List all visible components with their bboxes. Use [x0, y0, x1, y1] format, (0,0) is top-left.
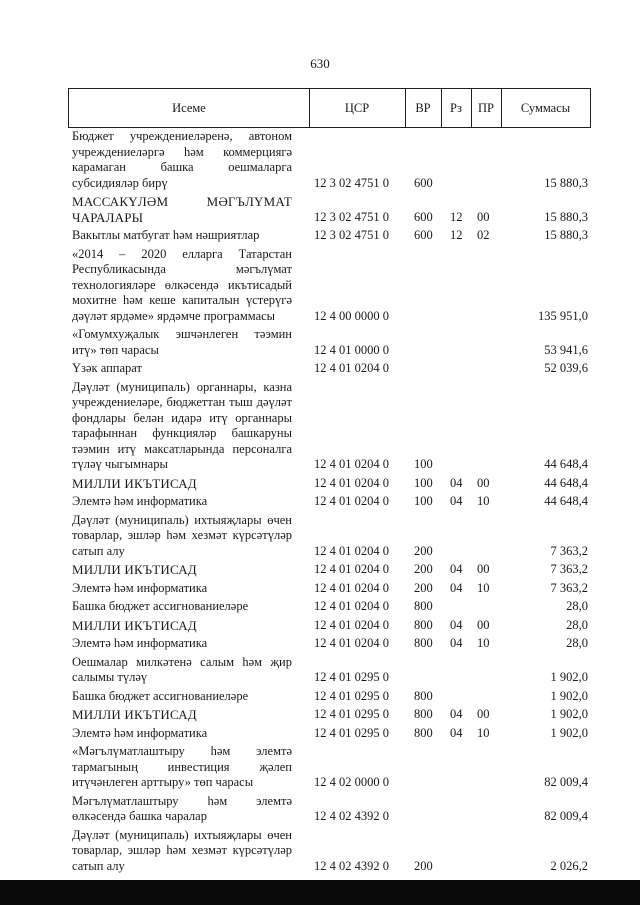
row-csr: 12 4 02 4392 0: [314, 809, 389, 823]
row-name: [72, 327, 292, 358]
table-row: [0, 247, 640, 328]
row-name-line: Оешмалар милкәтенә салым һәм җир: [72, 654, 292, 669]
row-name-line: товарлар, эшләр һәм хезмәт күрсәтүләр: [72, 843, 292, 857]
scan-border: [0, 880, 640, 905]
row-name-line: карамаган башка оешмаларга: [72, 160, 292, 174]
row-name: [72, 618, 292, 634]
row-rz: 04: [450, 636, 463, 650]
row-sum: 44 648,4: [544, 457, 588, 471]
row-name-line: тәэмин итү максатларында персоналга: [72, 441, 292, 456]
row-vr: 800: [414, 599, 433, 613]
row-name: [72, 744, 292, 791]
row-vr: 200: [414, 543, 433, 558]
row-rz: 04: [450, 617, 463, 632]
row-name-line: түләү чыгымнары: [72, 457, 168, 471]
row-rz: 12: [450, 209, 463, 224]
row-name-line: итүчәнлеген арттыру» төп чарасы: [72, 775, 254, 789]
row-name-line: Үзәк аппарат: [72, 361, 142, 375]
row-sum: 135 951,0: [538, 308, 588, 323]
row-sum: 7 363,2: [550, 562, 588, 576]
row-vr: 100: [414, 457, 433, 471]
row-name-line: Бюджет учреждениеләренә, автоном: [72, 129, 292, 143]
row-csr: 12 4 01 0204 0: [314, 457, 389, 471]
row-name-line: «2014 – 2020 елларга Татарстан: [72, 246, 292, 261]
row-vr: 800: [414, 707, 433, 721]
row-name-line: сатып алу: [72, 543, 125, 558]
row-name-line: «Мәгълүматлаштыру һәм элемтә: [72, 744, 292, 758]
row-sum: 44 648,4: [544, 475, 588, 490]
row-rz: 04: [450, 562, 463, 576]
row-name-line: учреждениеләргә һәм коммерциягә: [72, 144, 292, 159]
row-pr: 10: [477, 725, 490, 740]
row-pr: 02: [477, 228, 490, 242]
table-row: [0, 129, 640, 194]
row-sum: 15 880,3: [544, 228, 588, 242]
row-vr: 600: [414, 228, 433, 242]
row-sum: 15 880,3: [544, 209, 588, 224]
row-csr: 12 4 01 0295 0: [314, 688, 389, 703]
row-csr: 12 4 01 0295 0: [314, 670, 389, 684]
row-pr: 00: [477, 209, 490, 224]
row-name-line: МИЛЛИ ИКЪТИСАД: [72, 475, 197, 491]
row-name-line: Дәүләт (муниципаль) органнары, казна: [72, 379, 292, 394]
row-name: [72, 828, 292, 875]
row-sum: 52 039,6: [544, 361, 588, 375]
row-csr: 12 4 01 0204 0: [314, 580, 389, 595]
row-csr: 12 3 02 4751 0: [314, 175, 389, 190]
row-name-line: МИЛЛИ ИКЪТИСАД: [72, 562, 197, 577]
row-name-line: Мәгълүматлаштыру һәм элемтә: [72, 793, 292, 808]
row-csr: 12 4 01 0295 0: [314, 725, 389, 740]
row-csr: 12 3 02 4751 0: [314, 228, 389, 242]
row-pr: 10: [477, 636, 490, 650]
row-name: [72, 794, 292, 825]
row-name: [72, 476, 292, 492]
row-name: [72, 636, 292, 652]
row-name-line: Башка бюджет ассигнованиеләре: [72, 599, 249, 613]
row-pr: 00: [477, 475, 490, 490]
row-rz: 12: [450, 228, 463, 242]
row-sum: 28,0: [566, 617, 588, 632]
row-csr: 12 4 01 0204 0: [314, 599, 389, 613]
row-vr: 200: [414, 580, 433, 595]
row-name-line: учреждениеләре, бюджеттан тыш дәүләт: [72, 395, 292, 409]
row-name-line: Дәүләт (муниципаль) ихтыяҗлары өчен: [72, 512, 292, 527]
row-sum: 53 941,6: [544, 342, 588, 357]
row-name-line: мохитне һәм кеше капиталын үстерүгә: [72, 293, 292, 307]
table-row: [0, 618, 640, 637]
row-csr: 12 4 01 0204 0: [314, 475, 389, 490]
row-name-line: сатып алу: [72, 858, 125, 873]
table-row: [0, 636, 640, 655]
row-sum: 44 648,4: [544, 494, 588, 508]
row-name-line: технологияләре өлкәсендә икътисадый: [72, 277, 292, 292]
row-name-line: МАССАКҮЛӘМ МӘГЪЛҮМАТ: [72, 194, 292, 209]
table-row: [0, 562, 640, 581]
table-row: [0, 828, 640, 878]
table-row: [0, 361, 640, 380]
page-number: 630: [310, 56, 330, 71]
row-name-line: МИЛЛИ ИКЪТИСАД: [72, 617, 197, 633]
row-rz: 04: [450, 494, 463, 508]
row-name: [72, 194, 292, 225]
row-vr: 800: [414, 617, 433, 632]
row-name-line: салымы түләү: [72, 670, 148, 684]
row-sum: 82 009,4: [544, 775, 588, 789]
row-name: [72, 380, 292, 473]
table-row: [0, 744, 640, 794]
row-csr: 12 4 02 4392 0: [314, 858, 389, 873]
row-name: [72, 707, 292, 723]
row-pr: 10: [477, 580, 490, 595]
row-vr: 800: [414, 688, 433, 703]
row-name-line: ЧАРАЛАРЫ: [72, 209, 144, 225]
row-csr: 12 4 01 0204 0: [314, 494, 389, 508]
row-sum: 7 363,2: [550, 543, 588, 558]
row-sum: 82 009,4: [544, 809, 588, 823]
table-row: [0, 494, 640, 513]
row-name-line: товарлар, эшләр һәм хезмәт күрсәтүләр: [72, 528, 292, 542]
row-name: [72, 581, 292, 597]
table-row: [0, 599, 640, 618]
table-row: [0, 513, 640, 563]
row-name: [72, 513, 292, 560]
row-csr: 12 4 01 0204 0: [314, 543, 389, 558]
row-name-line: итү» төп чарасы: [72, 342, 159, 357]
row-name-line: Элемтә һәм информатика: [72, 580, 208, 595]
row-csr: 12 4 02 0000 0: [314, 775, 389, 789]
table-row: [0, 726, 640, 745]
row-name: [72, 494, 292, 510]
table-row: [0, 380, 640, 476]
row-name-line: Элемтә һәм информатика: [72, 636, 208, 650]
row-name-line: «Гомумхуҗалык эшчәнлеген тәэмин: [72, 327, 292, 341]
row-rz: 04: [450, 475, 463, 490]
row-sum: 28,0: [566, 599, 588, 613]
row-name-line: дәүләт ярдәме» ярдәмче программасы: [72, 308, 276, 323]
row-name-line: өлкәсендә башка чаралар: [72, 809, 207, 823]
header-vr: ВР: [415, 101, 431, 115]
row-vr: 200: [414, 858, 433, 873]
row-name-line: Элемтә һәм информатика: [72, 725, 208, 740]
table-row: [0, 655, 640, 689]
header-sum: Суммасы: [520, 101, 571, 115]
row-name: [72, 129, 292, 191]
row-sum: 1 902,0: [550, 707, 588, 721]
row-csr: 12 4 01 0204 0: [314, 361, 389, 375]
row-vr: 600: [414, 209, 433, 224]
row-csr: 12 4 01 0204 0: [314, 562, 389, 576]
row-name-line: субсидияләр бирү: [72, 175, 168, 190]
row-vr: 800: [414, 725, 433, 740]
row-name: [72, 361, 292, 377]
row-sum: 7 363,2: [550, 580, 588, 595]
row-name-line: Элемтә һәм информатика: [72, 494, 208, 508]
row-csr: 12 3 02 4751 0: [314, 209, 389, 224]
table-row: [0, 794, 640, 828]
header-pr: ПР: [478, 101, 494, 115]
header-name: Исеме: [172, 101, 206, 115]
row-name-line: Вакытлы матбугат һәм нәшриятлар: [72, 228, 260, 242]
row-name-line: фондлары белән идарә итү органнары: [72, 410, 292, 425]
row-vr: 600: [414, 175, 433, 190]
row-pr: 00: [477, 707, 490, 721]
row-vr: 200: [414, 562, 433, 576]
table-body: [0, 129, 640, 877]
row-csr: 12 4 01 0295 0: [314, 707, 389, 721]
row-sum: 15 880,3: [544, 175, 588, 190]
row-name: [72, 247, 292, 325]
row-sum: 1 902,0: [550, 688, 588, 703]
row-name-line: Республикасында мәгълүмат: [72, 262, 292, 276]
table-row: [0, 228, 640, 247]
row-vr: 100: [414, 475, 433, 490]
row-name-line: тарафыннан функцияләр башкаруны: [72, 426, 292, 440]
row-name: [72, 689, 292, 705]
row-name: [72, 726, 292, 742]
row-name-line: МИЛЛИ ИКЪТИСАД: [72, 707, 197, 722]
table-row: [0, 194, 640, 228]
table-header: [68, 88, 591, 128]
row-csr: 12 4 01 0204 0: [314, 636, 389, 650]
table-row: [0, 707, 640, 726]
table-row: [0, 327, 640, 361]
row-sum: 1 902,0: [550, 725, 588, 740]
row-name-line: Дәүләт (муниципаль) ихтыяҗлары өчен: [72, 827, 292, 842]
row-name: [72, 228, 292, 244]
row-pr: 10: [477, 494, 490, 508]
row-name: [72, 599, 292, 615]
row-vr: 100: [414, 494, 433, 508]
row-sum: 1 902,0: [550, 670, 588, 684]
row-rz: 04: [450, 725, 463, 740]
table-row: [0, 476, 640, 495]
row-csr: 12 4 01 0204 0: [314, 617, 389, 632]
row-name-line: тармагының инвестиция җәлеп: [72, 759, 292, 774]
row-rz: 04: [450, 580, 463, 595]
row-pr: 00: [477, 562, 490, 576]
row-sum: 28,0: [566, 636, 588, 650]
row-pr: 00: [477, 617, 490, 632]
row-csr: 12 4 00 0000 0: [314, 308, 389, 323]
row-sum: 2 026,2: [550, 858, 588, 873]
row-name-line: Башка бюджет ассигнованиеләре: [72, 688, 249, 703]
header-csr: ЦСР: [344, 101, 370, 115]
table-row: [0, 689, 640, 708]
row-csr: 12 4 01 0000 0: [314, 342, 389, 357]
row-rz: 04: [450, 707, 463, 721]
table-row: [0, 581, 640, 600]
header-rz: Рз: [450, 101, 462, 115]
row-name: [72, 655, 292, 686]
row-vr: 800: [414, 636, 433, 650]
row-name: [72, 562, 292, 578]
